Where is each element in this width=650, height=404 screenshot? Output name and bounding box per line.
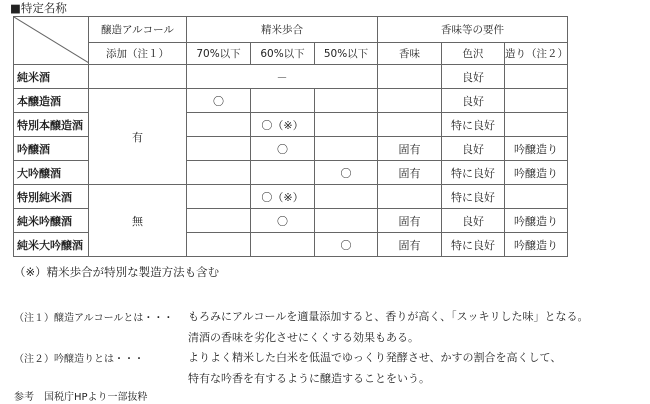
- polish-50-cell: 〇: [315, 161, 378, 185]
- sake-classification-table: [13, 16, 568, 257]
- polish-50-cell: [315, 89, 378, 113]
- alcohol-cell: [89, 65, 187, 89]
- aroma-cell: [378, 113, 442, 137]
- polish-60-cell: [251, 233, 315, 257]
- polish-70-cell: [187, 233, 251, 257]
- header-alcohol-line1: 醸造アルコール: [89, 17, 187, 43]
- polish-60-cell: 〇: [251, 209, 315, 233]
- polish-60-cell: 〇（※）: [251, 113, 315, 137]
- color-cell: 特に良好: [442, 113, 505, 137]
- brew-cell: [505, 65, 568, 89]
- header-polish: 精米歩合: [187, 17, 378, 43]
- footnote-1-line1: もろみにアルコールを適量添加すると、香りが高く、「スッキリした味」となる。: [188, 310, 589, 323]
- row-name: 吟醸酒: [14, 137, 89, 161]
- polish-60-cell: [251, 89, 315, 113]
- brew-cell: 吟醸造り: [505, 161, 568, 185]
- table-row: [14, 65, 568, 89]
- corner-diagonal-line: [14, 17, 89, 63]
- polish-50-cell: [315, 113, 378, 137]
- brew-cell: 吟醸造り: [505, 137, 568, 161]
- header-polish-60: 60%以下: [251, 43, 315, 65]
- polish-50-cell: [315, 209, 378, 233]
- polish-70-cell: [187, 209, 251, 233]
- brew-cell: 吟醸造り: [505, 209, 568, 233]
- row-name: 特別本醸造酒: [14, 113, 89, 137]
- polish-70-cell: [187, 137, 251, 161]
- aroma-cell: 固有: [378, 233, 442, 257]
- aroma-cell: [378, 185, 442, 209]
- corner-cell: [14, 17, 89, 65]
- header-aroma: 香味: [378, 43, 442, 65]
- aroma-cell: 固有: [378, 209, 442, 233]
- color-cell: 特に良好: [442, 161, 505, 185]
- header-requirements: 香味等の要件: [378, 17, 568, 43]
- header-alcohol-line2: 添加（注１）: [89, 43, 187, 65]
- aroma-cell: 固有: [378, 161, 442, 185]
- brew-cell: 吟醸造り: [505, 233, 568, 257]
- header-color: 色沢: [442, 43, 505, 65]
- polish-50-cell: [315, 137, 378, 161]
- footnote-2-line2: 特有な吟香を有するように醸造することをいう。: [188, 372, 430, 385]
- row-name: 大吟醸酒: [14, 161, 89, 185]
- polish-50-cell: 〇: [315, 233, 378, 257]
- footnote-2-line1: よりよく精米した白米を低温でゆっくり発酵させ、かすの割合を高くして、: [188, 351, 562, 364]
- footnote-1-line2: 清酒の香味を劣化させにくくする効果もある。: [188, 331, 419, 344]
- footnote-2-label: （注２）吟醸造りとは・・・: [14, 354, 144, 365]
- aroma-cell: [378, 65, 442, 89]
- color-cell: 特に良好: [442, 185, 505, 209]
- color-cell: 良好: [442, 209, 505, 233]
- polish-70-cell: [187, 185, 251, 209]
- polish-60-cell: [251, 161, 315, 185]
- aroma-cell: [378, 89, 442, 113]
- star-note: （※）精米歩合が特別な製造方法も含む: [14, 265, 220, 279]
- table-row: [14, 185, 568, 209]
- brew-cell: [505, 113, 568, 137]
- polish-60-cell: 〇: [251, 137, 315, 161]
- header-brewing: 造り（注２）: [505, 43, 568, 65]
- brew-cell: [505, 89, 568, 113]
- row-name: 純米吟醸酒: [14, 209, 89, 233]
- reference-note: 参考 国税庁HPより一部抜粋: [14, 392, 148, 403]
- color-cell: 特に良好: [442, 233, 505, 257]
- header-polish-70: 70%以下: [187, 43, 251, 65]
- aroma-cell: 固有: [378, 137, 442, 161]
- polish-50-cell: [315, 185, 378, 209]
- row-name: 本醸造酒: [14, 89, 89, 113]
- polish-70-cell: [187, 161, 251, 185]
- footnote-1-label: （注１）醸造アルコールとは・・・: [14, 313, 174, 324]
- color-cell: 良好: [442, 137, 505, 161]
- alcohol-cell: 無: [89, 185, 187, 257]
- row-name: 純米酒: [14, 65, 89, 89]
- row-name: 特別純米酒: [14, 185, 89, 209]
- polish-60-cell: 〇（※）: [251, 185, 315, 209]
- section-title: ■特定名称: [10, 1, 67, 15]
- row-name: 純米大吟醸酒: [14, 233, 89, 257]
- polish-70-cell: 〇: [187, 89, 251, 113]
- color-cell: 良好: [442, 65, 505, 89]
- polish-cell: －: [187, 65, 378, 89]
- alcohol-cell: 有: [89, 89, 187, 185]
- color-cell: 良好: [442, 89, 505, 113]
- polish-70-cell: [187, 113, 251, 137]
- header-polish-50: 50%以下: [315, 43, 378, 65]
- brew-cell: [505, 185, 568, 209]
- table-row: [14, 89, 568, 113]
